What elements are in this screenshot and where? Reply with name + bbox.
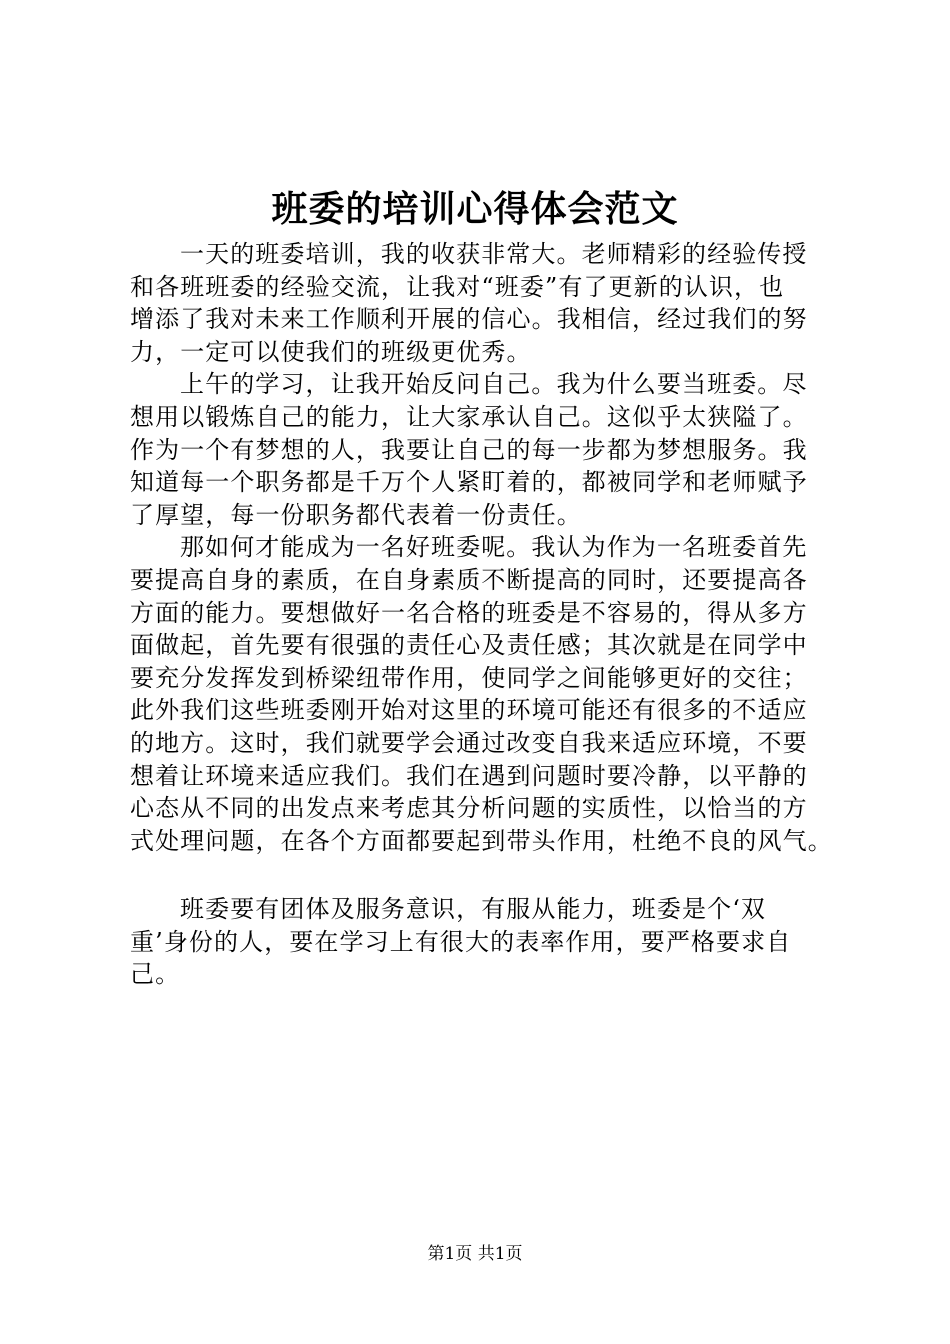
paragraph-line: 知道每一个职务都是千万个人紧盯着的，都被同学和老师赋予: [130, 468, 808, 497]
paragraph-line: 一天的班委培训，我的收获非常大。老师精彩的经验传授: [180, 240, 808, 268]
paragraph-line: 要充分发挥发到桥梁纽带作用，使同学之间能够更好的交往；: [130, 663, 808, 692]
page-footer: 第1页 共1页: [427, 1244, 523, 1264]
paragraph-line: 重’身份的人，要在学习上有很大的表率作用，要严格要求自: [130, 927, 792, 956]
paragraph-line: 此外我们这些班委刚开始对这里的环境可能还有很多的不适应: [130, 696, 808, 725]
paragraph-1: [130, 238, 830, 368]
paragraph-2: [130, 368, 830, 531]
paragraph-line: 和各班班委的经验交流，让我对“班委”有了更新的认识，也: [130, 272, 785, 301]
paragraph-line: 班委要有团体及服务意识，有服从能力，班委是个‘双: [180, 895, 767, 924]
paragraph-line: 想着让环境来适应我们。我们在遇到问题时要冷静，以平静的: [130, 761, 808, 790]
paragraph-line: 面做起，首先要有很强的责任心及责任感；其次就是在同学中: [130, 631, 808, 660]
paragraph-line: 的地方。这时，我们就要学会通过改变自我来适应环境，不要: [130, 728, 808, 757]
paragraph-line: 那如何才能成为一名好班委呢。我认为作为一名班委首先: [180, 533, 808, 562]
paragraph-spacer: [130, 857, 830, 893]
paragraph-line: 增添了我对未来工作顺利开展的信心。我相信，经过我们的努: [130, 305, 808, 334]
document-title: 班委的培训心得体会范文: [271, 188, 679, 230]
paragraph-line: 想用以锻炼自己的能力，让大家承认自己。这似乎太狭隘了。: [130, 402, 808, 431]
paragraph-4: [130, 893, 830, 991]
document-body: [130, 238, 833, 991]
paragraph-3: [130, 531, 833, 857]
paragraph-line: 要提高自身的素质，在自身素质不断提高的同时，还要提高各: [130, 565, 808, 594]
paragraph-line: 心态从不同的出发点来考虑其分析问题的实质性，以恰当的方: [130, 794, 808, 823]
paragraph-line: 己。: [130, 960, 181, 989]
paragraph-line: 作为一个有梦想的人，我要让自己的每一步都为梦想服务。我: [130, 435, 808, 464]
paragraph-line: 上午的学习，让我开始反问自己。我为什么要当班委。尽: [180, 370, 808, 399]
paragraph-line: 方面的能力。要想做好一名合格的班委是不容易的，得从多方: [130, 598, 808, 627]
paragraph-line: 了厚望，每一份职务都代表着一份责任。: [130, 500, 582, 529]
paragraph-line: 式处理问题，在各个方面都要起到带头作用，杜绝不良的风气。: [130, 826, 833, 855]
paragraph-line: 力，一定可以使我们的班级更优秀。: [130, 337, 532, 366]
